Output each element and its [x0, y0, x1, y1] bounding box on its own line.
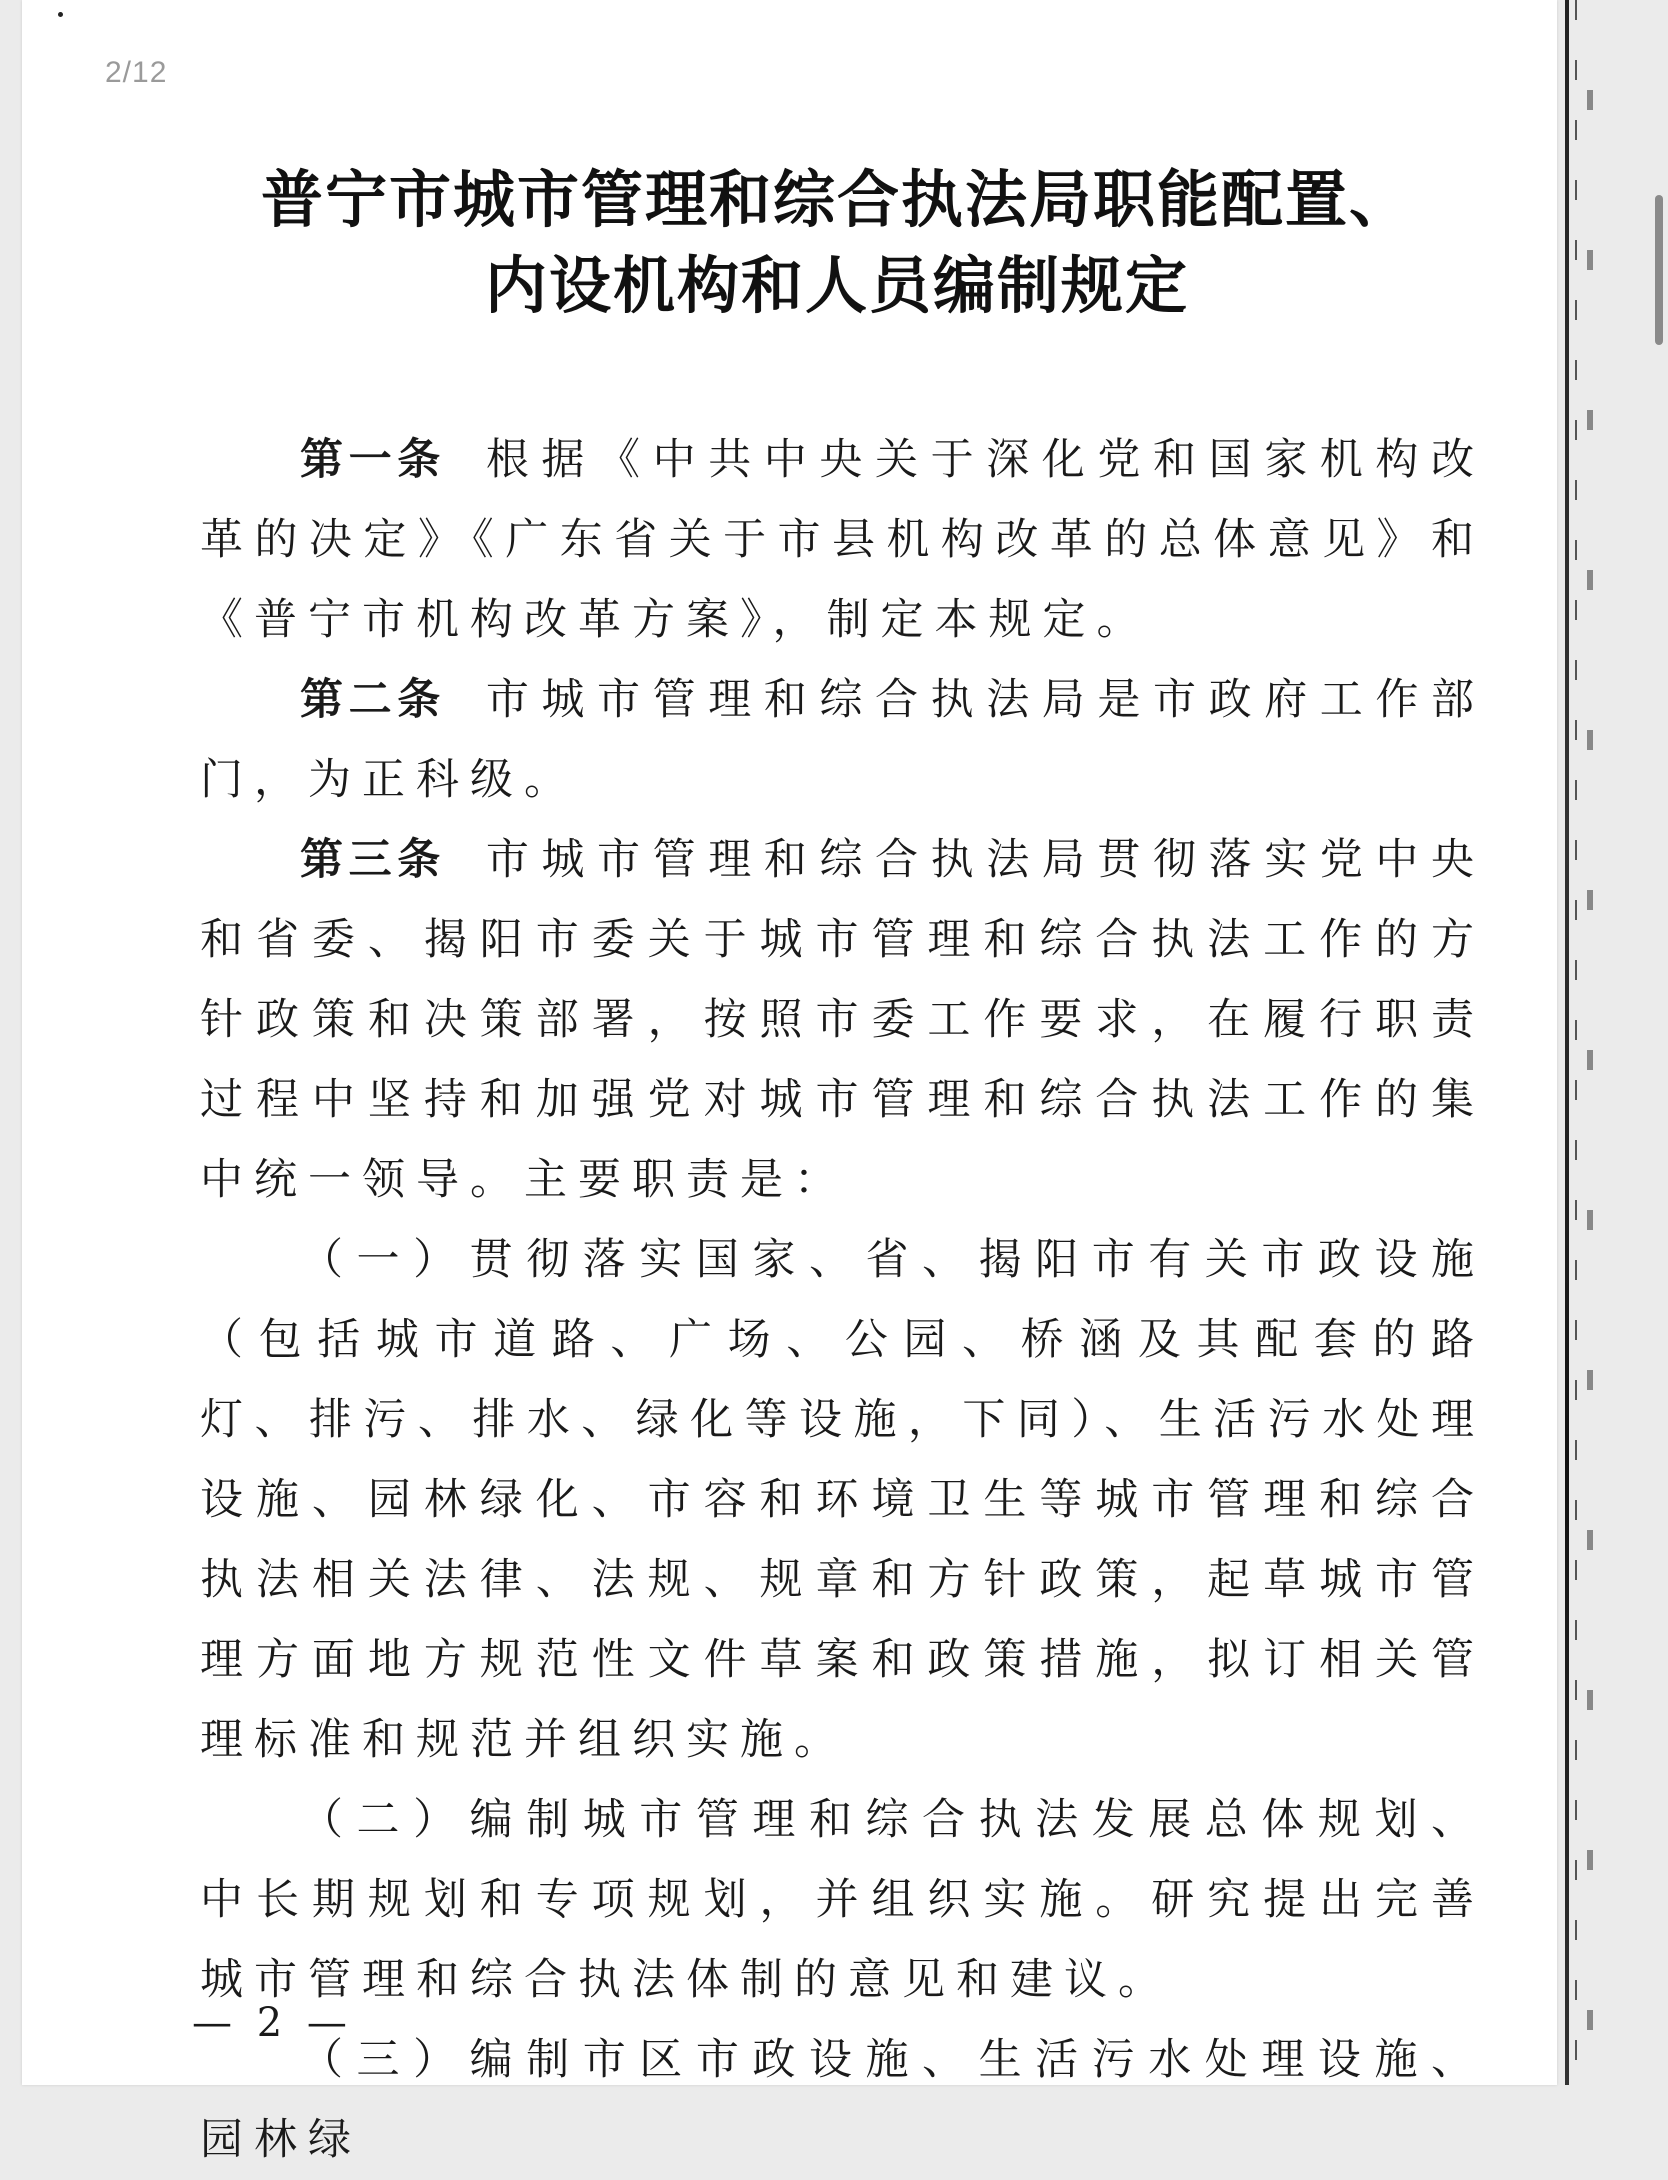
- duty-item-3: （三）编制市区市政设施、生活污水处理设施、园林绿: [200, 2035, 1485, 2165]
- article-text: 市城市管理和综合执法局是市政府工作部门，为正科级。: [200, 675, 1486, 805]
- scan-edge-line: [1575, 0, 1577, 2085]
- page-indicator: 2/12: [105, 56, 168, 89]
- article-text: 根据《中共中央关于深化党和国家机构改革的决定》《广东省关于市县机构改革的总体意见》和《普宁市机构改革方案》，制定本规定。: [200, 435, 1486, 645]
- document-body: [200, 420, 1485, 2180]
- scan-edge-line: [1565, 0, 1569, 2085]
- article-number: 第一条: [300, 435, 446, 485]
- marker-dot: [58, 12, 63, 17]
- duty-item-2: （二）编制城市管理和综合执法发展总体规划、中长期规划和专项规划，并组织实施。研究提出完善城市管理和综合执法体制的意见和建议。: [200, 1795, 1485, 2005]
- article-3: [200, 820, 1485, 1220]
- document-title-line1: 普宁市城市管理和综合执法局职能配置、: [260, 163, 1413, 236]
- article-text: 市城市管理和综合执法局贯彻落实党中央和省委、揭阳市委关于城市管理和综合执法工作的方针政策和决策部署，按照市委工作要求，在履行职责过程中坚持和加强党对城市管理和综合执法工作的集中统一领导。主要职责是：: [200, 835, 1486, 1205]
- vertical-scrollbar[interactable]: [1655, 195, 1663, 345]
- article-number: 第三条: [300, 835, 446, 885]
- document-page: [22, 0, 1557, 2165]
- document-title-line2: 内设机构和人员编制规定: [484, 249, 1189, 322]
- article-1: [200, 420, 1485, 660]
- page-number: — 2 —: [192, 2000, 353, 2046]
- scan-edge-marks: [1587, 0, 1593, 2085]
- duty-item-1: （一）贯彻落实国家、省、揭阳市有关市政设施（包括城市道路、广场、公园、桥涵及其配套的路灯、排污、排水、绿化等设施，下同）、生活污水处理设施、园林绿化、市容和环境卫生等城市管理和综合执法相关法律、法规、规章和方针政策，起草城市管理方面地方规范性文件草案和政策措施，拟订相关管理标准和规范并组织实施。: [200, 1235, 1485, 1765]
- article-2: [200, 660, 1485, 820]
- article-number: 第二条: [300, 675, 446, 725]
